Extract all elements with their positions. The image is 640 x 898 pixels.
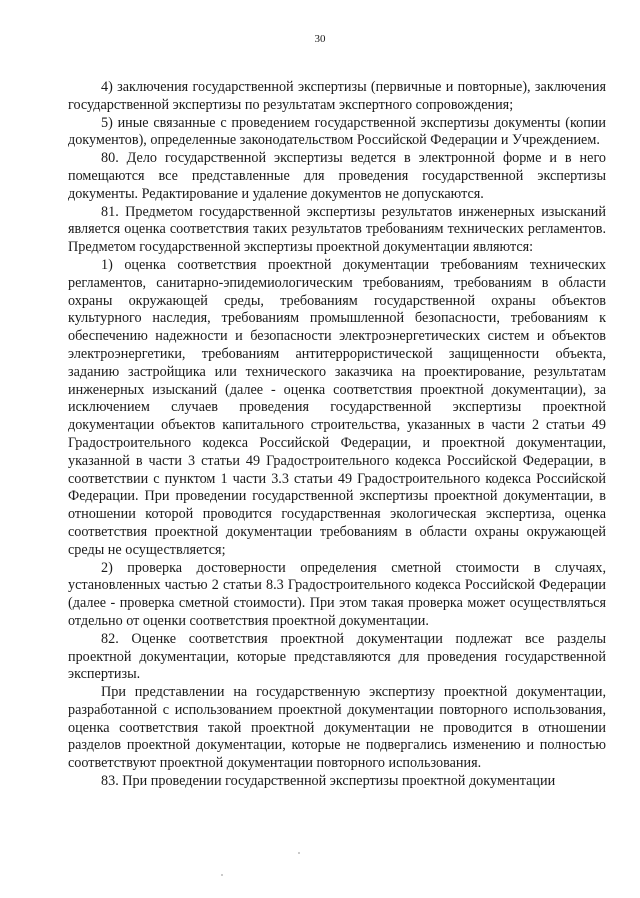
paragraph-83: 83. При проведении государственной экспертизы проектной документации — [101, 773, 556, 790]
paragraph-item-4: 4) заключения государственной экспертизы (первичные и повторные), заключения государственной экспертизы по результатам экспертного сопровождения; — [68, 79, 606, 113]
scan-speck — [221, 874, 223, 876]
document-body — [68, 79, 606, 791]
paragraph-80: 80. Дело государственной экспертизы ведется в электронной форме и в него помещаются все представленные для проведения государственной экспертизы документы. Редактирование и удаление документов не допускаются. — [68, 150, 606, 202]
paragraph-81-item-1: 1) оценка соответствия проектной документации требованиям технических регламентов, санитарно-эпидемиологическим требованиям, требованиям в области охраны окружающей среды, требованиям государственной охраны объектов культурного наследия, требованиям промышленной безопасности, требованиям к обеспечению надежности и безопасности электроэнергетических систем и объектов электроэнергетики, требованиям антитеррористической защищенности объекта, заданию застройщика или технического заказчика на проектирование, результатам инженерных изысканий (далее - оценка соответствия проектной документации), за исключением случаев проведения государственной экспертизы проектной документации объектов капитального строительства, указанных в части 2 статьи 49 Градостроительного кодекса Российской Федерации, и проектной документации, указанной в части 3 статьи 49 Градостроительного кодекса Российской Федерации, в соответствии с пунктом 1 части 3.3 статьи 49 Градостроительного кодекса Российской Федерации. При проведении государственной экспертизы проектной документации, в отношении которой проводится государственная экологическая экспертиза, оценка соответствия проектной документации требованиям в области охраны окружающей среды не осуществляется; — [68, 256, 606, 558]
paragraph-81-item-2: 2) проверка достоверности определения сметной стоимости в случаях, установленных частью 2 статьи 8.3 Градостроительного кодекса Российской Федерации (далее - проверка сметной стоимости). При этом такая проверка может осуществляться отдельно от оценки соответствия проектной документации. — [68, 559, 606, 629]
paragraph-82-continuation: При представлении на государственную экспертизу проектной документации, разработанной с использованием проектной документации повторного использования, оценка соответствия такой проектной документации не проводится в отношении разделов проектной документации, которые не подвергались изменению и полностью соответствуют проектной документации повторного использования. — [68, 684, 606, 772]
paragraph-item-5: 5) иные связанные с проведением государственной экспертизы документы (копии документов), определенные законодательством Российской Федерации и Учреждением. — [68, 114, 606, 149]
scan-speck — [298, 852, 300, 854]
paragraph-81: 81. Предметом государственной экспертизы результатов инженерных изысканий является оценка соответствия таких результатов требованиям технических регламентов. Предметом государственной экспертизы проектной документации являются: — [68, 203, 606, 256]
page-number: 30 — [314, 33, 326, 45]
paragraph-82: 82. Оценке соответствия проектной документации подлежат все разделы проектной документации, которые представляются для проведения государственной экспертизы. — [68, 630, 606, 683]
